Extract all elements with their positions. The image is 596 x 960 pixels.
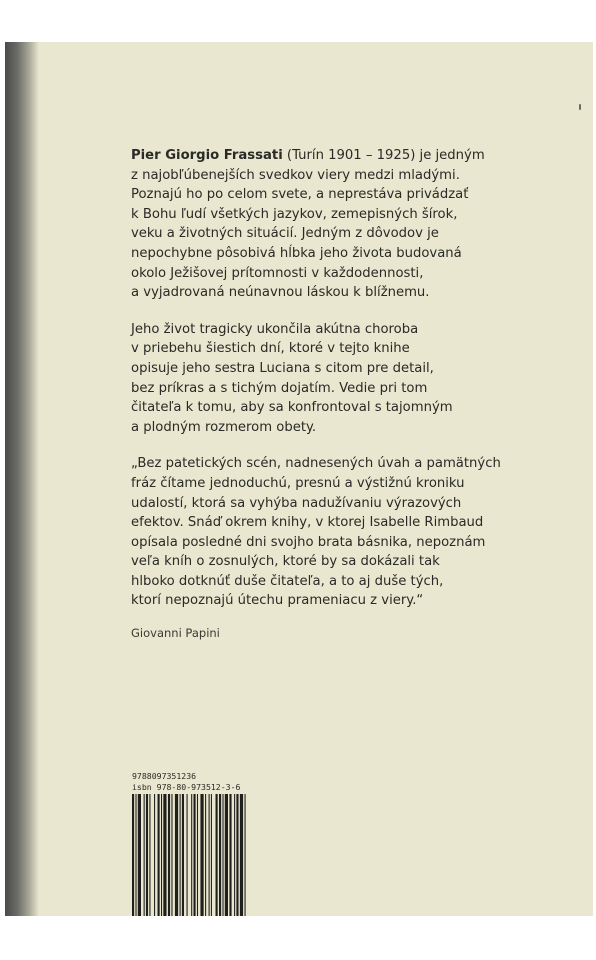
barcode-bar xyxy=(236,794,238,916)
barcode-bar xyxy=(240,794,243,916)
paragraph-intro-line: k Bohu ľudí všetkých jazykov, zemepisných šírok, xyxy=(131,206,458,222)
isbn-number: isbn 978-80-973512-3-6 xyxy=(132,782,241,792)
barcode-bar xyxy=(161,794,162,916)
book-back-cover xyxy=(5,42,593,916)
dust-speck xyxy=(579,104,581,110)
paragraph-intro-line: okolo Ježišovej prítomnosti v každodennosti, xyxy=(131,265,424,281)
paragraph-illness-line: bez príkras a s tichým dojatím. Vedie pri tom xyxy=(131,380,428,396)
barcode-bar xyxy=(158,794,160,916)
barcode-bar xyxy=(191,794,192,916)
barcode-bar xyxy=(154,794,155,916)
paragraph-illness-line: čitateľa k tomu, aby sa konfrontoval s tajomným xyxy=(131,400,453,416)
paragraph-intro-line: Poznajú ho po celom svete, a neprestáva privádzať xyxy=(131,187,469,203)
barcode xyxy=(132,794,248,916)
barcode-number: 9788097351236 xyxy=(132,771,197,781)
barcode-bar xyxy=(225,794,228,916)
quote-line: efektov. Snáď okrem knihy, v ktorej Isabelle Rimbaud xyxy=(131,515,484,531)
paragraph-intro-line: z najobľúbenejších svedkov viery medzi mladými. xyxy=(131,167,460,183)
quote-line: udalostí, ktorá sa vyhýba nadužívaniu výrazových xyxy=(131,495,462,511)
subject-name: Pier Giorgio Frassati xyxy=(131,148,283,163)
barcode-bar xyxy=(149,794,150,916)
paragraph-intro-line: a vyjadrovaná neúnavnou láskou k blížnemu. xyxy=(131,285,430,301)
quote-line: hlboko dotknúť duše čitateľa, a to aj duše tých, xyxy=(131,573,444,589)
barcode-bar xyxy=(144,794,145,916)
barcode-bar xyxy=(187,794,188,916)
quote-paragraph xyxy=(131,454,551,611)
paragraph-intro-line xyxy=(131,146,551,166)
barcode-bar xyxy=(219,794,221,916)
barcode-bar xyxy=(216,794,218,916)
quote-line: opísala posledné dni svojho brata básnika, nepoznám xyxy=(131,534,486,550)
barcode-bar xyxy=(163,794,166,916)
spine-shadow xyxy=(5,42,39,916)
barcode-bar xyxy=(211,794,212,916)
paragraph-intro-line: nepochybne pôsobivá hĺbka jeho života budovaná xyxy=(131,245,462,261)
barcode-bar xyxy=(205,794,206,916)
barcode-bar xyxy=(193,794,195,916)
barcode-bar xyxy=(229,794,231,916)
paragraph-illness-line: Jeho život tragicky ukončila akútna choroba xyxy=(131,321,419,337)
barcode-bar xyxy=(132,794,134,916)
quote-line: fráz čítame jednoduchú, presnú a výstižnú kroniku xyxy=(131,475,465,491)
paragraph-illness xyxy=(131,320,551,438)
barcode-bar xyxy=(175,794,178,916)
quote-line: „Bez patetických scén, nadnesených úvah a pamätných xyxy=(131,456,501,472)
barcode-bar xyxy=(138,794,141,916)
barcode-bar xyxy=(197,794,198,916)
barcode-bar xyxy=(222,794,223,916)
paragraph-illness-line: a plodným rozmerom obety. xyxy=(131,419,317,435)
barcode-bar xyxy=(180,794,181,916)
subject-dates: (Turín 1901 – 1925) je jedným xyxy=(282,148,485,163)
quote-attribution: Giovanni Papini xyxy=(131,626,220,641)
barcode-bar xyxy=(168,794,170,916)
cover-text xyxy=(131,146,551,644)
isbn-block xyxy=(132,771,240,793)
barcode-bar xyxy=(234,794,235,916)
barcode-bar xyxy=(146,794,148,916)
barcode-bar xyxy=(182,794,184,916)
quote-line: ktorí nepoznajú útechu prameniacu z viery.“ xyxy=(131,593,424,609)
paragraph-illness-line: opisuje jeho sestra Luciana s citom pre detail, xyxy=(131,360,434,376)
barcode-bar xyxy=(209,794,210,916)
paragraph-intro xyxy=(131,146,551,303)
barcode-bar xyxy=(135,794,136,916)
paragraph-illness-line: v priebehu šiestich dní, ktoré v tejto knihe xyxy=(131,341,410,357)
quote-line: veľa kníh o zosnulých, ktoré by sa dokázali tak xyxy=(131,554,440,570)
barcode-bar xyxy=(200,794,203,916)
paragraph-intro-line: veku a životných situácií. Jedným z dôvodov je xyxy=(131,226,439,242)
barcode-bar xyxy=(171,794,172,916)
barcode-bar xyxy=(245,794,246,916)
